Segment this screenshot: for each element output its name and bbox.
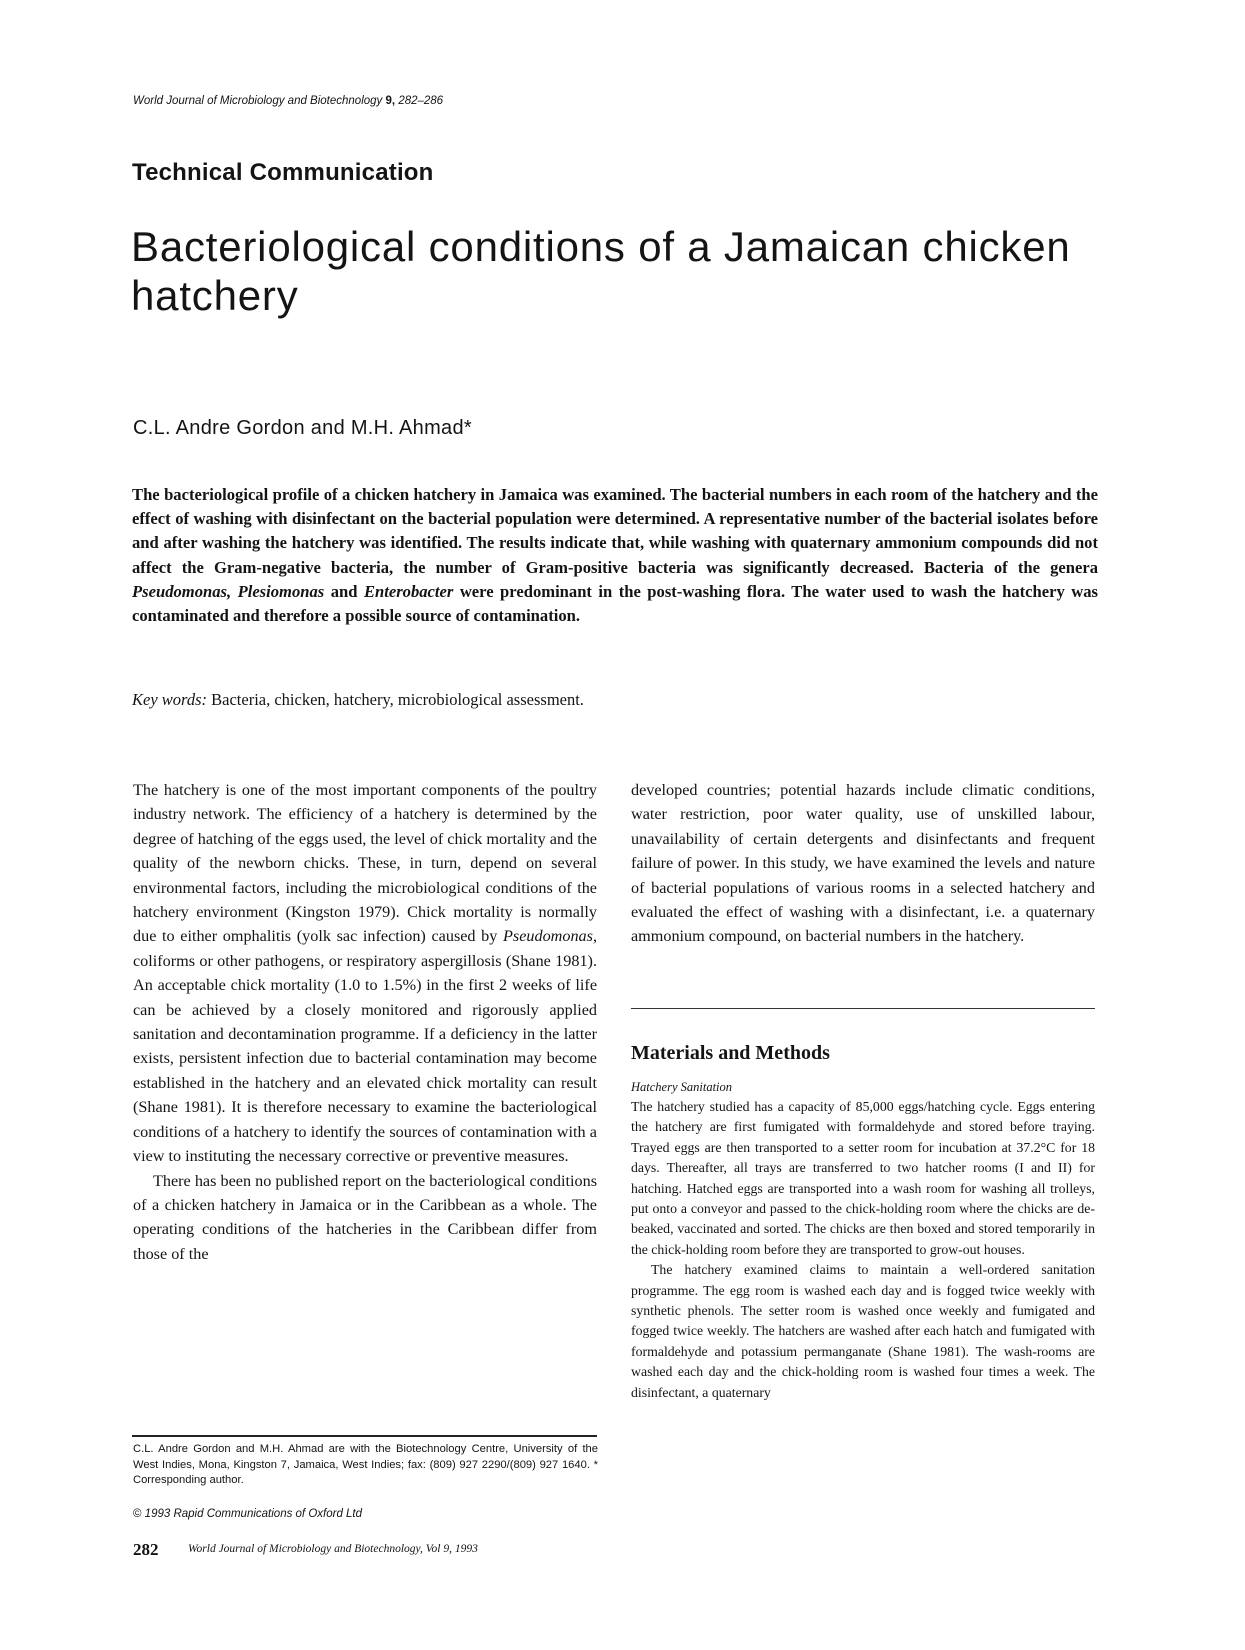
- keywords: [132, 690, 1032, 710]
- intro-paragraph-1: [133, 778, 597, 1169]
- keywords-label: Key words:: [132, 690, 208, 709]
- methods-paragraph-1: The hatchery studied has a capacity of 85,000 eggs/hatching cycle. Eggs entering the hatchery are first fumigated with formaldehyde and stored before traying. Trayed eggs are then transported to a setter room for incubation at 37.2°C for 18 days. Thereafter, all trays are transferred to two hatcher rooms (I and II) for hatching. Hatched eggs are transported into a wash room for washing all trolleys, put onto a conveyor and passed to the chick-holding room where the chicks are de-beaked, vaccinated and sorted. The chicks are then boxed and stored temporarily in the chick-holding room before they are transported to grow-out houses.: [631, 1099, 1095, 1257]
- paragraph-text: , coliforms or other pathogens, or respiratory aspergillosis (Shane 1981). An acceptable chick mortality (1.0 to 1.5%) in the first 2 weeks of life can be achieved by a closely monitored and rigorously applied sanitation and decontamination programme. If a deficiency in the latter exists, persistent infection due to bacterial contamination may become established in the hatchery and an elevated chick mortality can result (Shane 1981). It is therefore necessary to examine the bacteriological conditions of a hatchery to identify the sources of contamination with a view to instituting the necessary corrective or preventive measures.: [133, 927, 597, 1166]
- copyright-icon: ©: [133, 1508, 142, 1520]
- methods-paragraph-2: The hatchery examined claims to maintain a well-ordered sanitation programme. The egg room is washed each day and is fogged twice weekly with synthetic phenols. The setter room is washed once weekly and fumigated and fogged twice weekly. The hatchers are washed after each hatch and fumigated with formaldehyde and potassium permanganate (Shane 1981). The wash-rooms are washed each day and the chick-holding room is washed four times a week. The disinfectant, a quaternary: [631, 1262, 1095, 1400]
- methods-subheading: Hatchery Sanitation: [631, 1080, 733, 1094]
- genus-italic: Pseudomonas: [503, 927, 593, 946]
- footer-journal-citation: World Journal of Microbiology and Biotechnology, Vol 9, 1993: [188, 1543, 478, 1555]
- footnote-divider: [132, 1435, 597, 1437]
- section-label: Technical Communication: [132, 159, 434, 186]
- journal-name: World Journal of Microbiology and Biotechnology: [133, 95, 383, 107]
- intro-paragraph-2: There has been no published report on the bacteriological conditions of a chicken hatchery in Jamaica or in the Caribbean as a whole. The operating conditions of the hatcheries in the Caribbean differ from those of the: [133, 1171, 597, 1263]
- section-divider: [631, 1008, 1095, 1009]
- body-column-left: [133, 778, 597, 1266]
- journal-running-header: [133, 95, 443, 107]
- body-column-right-intro: developed countries; potential hazards include climatic conditions, water restriction, poor water quality, use of unskilled labour, unavailability of certain detergents and disinfectants and frequent failure of power. In this study, we have examined the levels and nature of bacterial populations of various rooms in a selected hatchery and evaluated the effect of washing with a disinfectant, i.e. a quaternary ammonium compound, on bacterial numbers in the hatchery.: [631, 781, 1095, 946]
- keywords-value: Bacteria, chicken, hatchery, microbiological assessment.: [207, 690, 584, 709]
- abstract: [132, 483, 1098, 628]
- methods-heading: Materials and Methods: [631, 1042, 830, 1064]
- page-number: 282: [133, 1540, 159, 1559]
- methods-body: [631, 1097, 1095, 1403]
- copyright-text: 1993 Rapid Communications of Oxford Ltd: [141, 1508, 363, 1520]
- abstract-text: and: [324, 581, 364, 601]
- copyright-notice: [133, 1508, 362, 1520]
- author-list: C.L. Andre Gordon and M.H. Ahmad*: [133, 417, 472, 439]
- paragraph-text: The hatchery is one of the most important components of the poultry industry network. The efficiency of a hatchery is determined by the degree of hatching of the eggs used, the level of chick mortality and the quality of the newborn chicks. These, in turn, depend on several environmental factors, including the microbiological conditions of the hatchery environment (Kingston 1979). Chick mortality is normally due to either omphalitis (yolk sac infection) caused by: [133, 781, 597, 946]
- abstract-text: The bacteriological profile of a chicken hatchery in Jamaica was examined. The bacterial numbers in each room of the hatchery and the effect of washing with disinfectant on the bacterial population were determined. A representative number of the bacterial isolates before and after washing the hatchery was identified. The results indicate that, while washing with quaternary ammonium compounds did not affect the Gram-negative bacteria, the number of Gram-positive bacteria was significantly decreased. Bacteria of the genera: [132, 485, 1098, 577]
- article-title: Bacteriological conditions of a Jamaican chicken hatchery: [131, 223, 1071, 319]
- journal-pages: 282–286: [398, 95, 444, 107]
- affiliation-footnote: C.L. Andre Gordon and M.H. Ahmad are with the Biotechnology Centre, University of the West Indies, Mona, Kingston 7, Jamaica, West Indies; fax: (809) 927 2290/(809) 927 1640. * Corresponding author.: [133, 1443, 598, 1487]
- abstract-genus-italic: Pseudomonas, Plesiomonas: [132, 581, 325, 601]
- journal-volume: 9,: [385, 95, 396, 107]
- abstract-genus-italic: Enterobacter: [363, 581, 454, 601]
- abstract-text: were predominant in the post-washing flora. The water used to wash the hatchery was contaminated and therefore a possible source of contamination.: [132, 581, 1098, 626]
